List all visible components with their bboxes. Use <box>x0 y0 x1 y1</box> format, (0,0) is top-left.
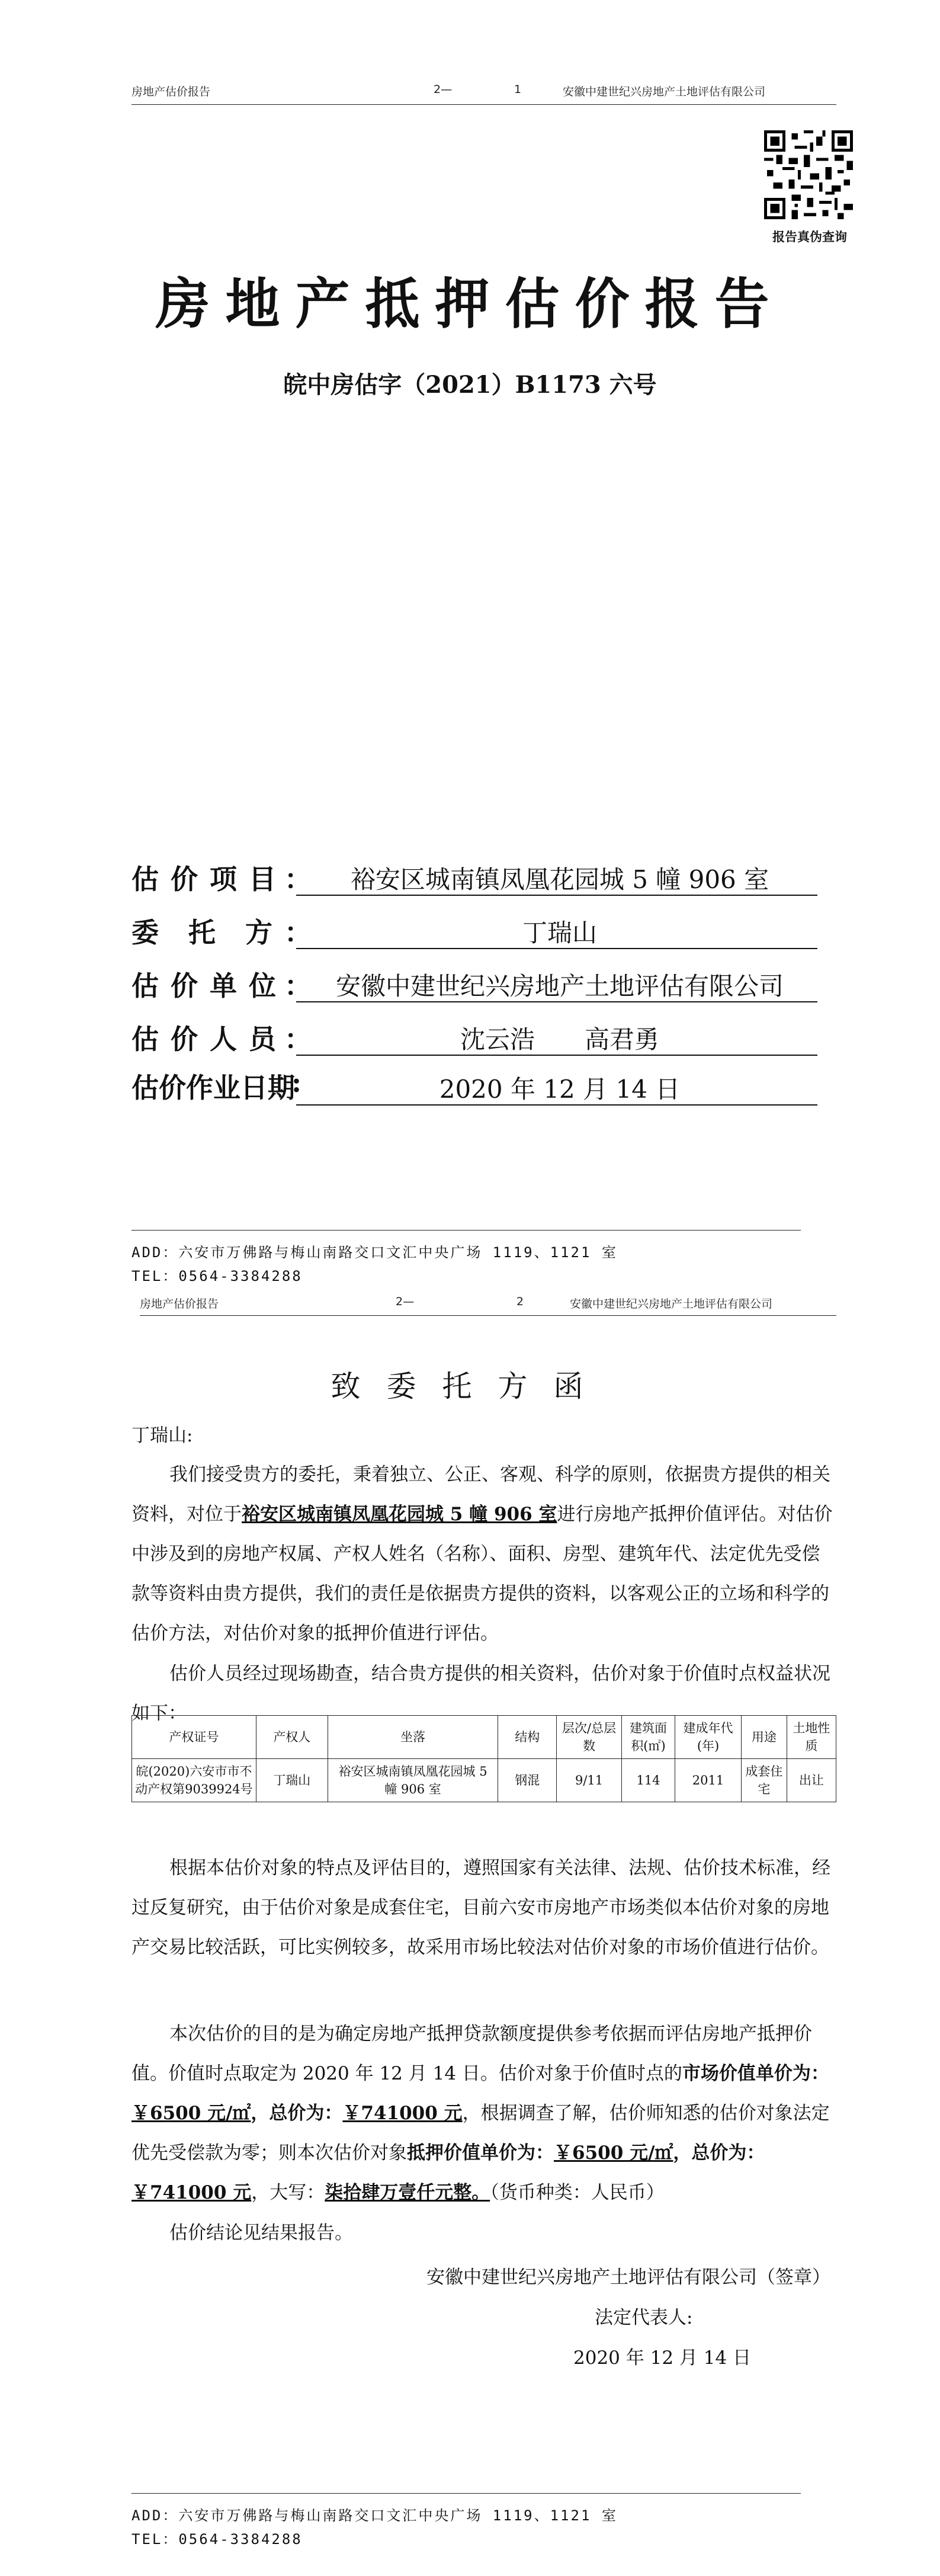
footer-address: ADD：六安市万佛路与梅山南路交口文汇中央广场 1119、1121 室 <box>131 1244 618 1261</box>
field-colon: : <box>291 1066 301 1098</box>
header-left: 房地产估价报告 <box>131 85 211 98</box>
field-label: 估 价 人 员 <box>131 1023 278 1055</box>
amount-in-words: 柒拾肆万壹仟元整。 <box>325 2182 490 2203</box>
table-header: 用途 <box>742 1716 787 1759</box>
footer-tel: TEL：0564-3384288 <box>131 2531 303 2548</box>
table-header-row <box>132 1716 836 1759</box>
footer-rule <box>131 1230 801 1231</box>
header-left: 房地产估价报告 <box>140 1297 219 1311</box>
mortgage-unit-label: 抵押价值单价为： <box>407 2142 554 2164</box>
table-header: 产权证号 <box>132 1716 256 1759</box>
field-underline <box>296 1001 817 1002</box>
field-underline <box>296 895 817 896</box>
table-cell: 2011 <box>675 1759 741 1802</box>
salutation: 丁瑞山: <box>131 1425 193 1446</box>
field-colon: ： <box>284 917 312 949</box>
header-right: 安徽中建世纪兴房地产土地评估有限公司 <box>570 1297 773 1311</box>
field-value: 裕安区城南镇凤凰花园城 5 幢 906 室 <box>350 865 769 894</box>
property-table <box>131 1715 836 1802</box>
table-cell: 钢混 <box>498 1759 557 1802</box>
field-underline <box>296 1055 817 1056</box>
field-value: 沈云浩 高君勇 <box>460 1025 659 1054</box>
table-cell: 成套住宅 <box>742 1759 787 1802</box>
table-cell: 丁瑞山 <box>256 1759 328 1802</box>
table-header: 坐落 <box>328 1716 498 1759</box>
market-unit-label: 市场价值单价为： <box>682 2063 829 2084</box>
paragraph-2: 估价人员经过现场勘查，结合贵方提供的相关资料，估价对象于价值时点权益状况如下： <box>131 1663 830 1724</box>
field-label: 估 价 项 目 <box>131 863 278 895</box>
table-cell: 9/11 <box>557 1759 622 1802</box>
document-number: 皖中房估字（2021）B1173 六号 <box>283 371 657 399</box>
report-title: 房地产抵押估价报告 <box>155 272 785 336</box>
paragraph-4-text-a: 本次估价的目的是为确定房地产抵押贷款额度提供参考依据而评估房地产抵押价值。价值时点取定为 2020 年 12 月 14 日。估价对象于价值时点的 <box>131 2023 812 2084</box>
market-total-label: ，总价为： <box>251 2103 343 2124</box>
table-cell: 114 <box>622 1759 675 1802</box>
paragraph-3: 根据本估价对象的特点及评估目的，遵照国家有关法律、法规、估价技术标准，经过反复研究，由于估价对象是成套住宅，目前六安市房地产市场类似本估价对象的房地产交易比较活跃，可比实例较多，故采用市场比较法对估价对象的市场价值进行估价。 <box>131 1857 830 1958</box>
currency-note: （货币种类：人民币） <box>490 2182 665 2203</box>
field-underline <box>296 948 817 949</box>
market-unit-price: ￥6500 元/㎡ <box>131 2103 251 2124</box>
table-header: 建筑面积(㎡) <box>622 1716 675 1759</box>
signature-representative: 法定代表人: <box>595 2307 693 2328</box>
header-page-b: 1 <box>514 83 522 96</box>
header-page-b: 2 <box>516 1295 524 1308</box>
table-cell: 出让 <box>787 1759 836 1802</box>
paragraph-1-text-a: 我们接受贵方的委托，秉着独立、公正、客观、科学的原则，依据贵方提供的相关资料，对位于 <box>131 1464 830 1525</box>
paragraph-5: 估价结论见结果报告。 <box>169 2222 353 2244</box>
table-header: 结构 <box>498 1716 557 1759</box>
signature-date: 2020 年 12 月 14 日 <box>573 2347 752 2369</box>
table-row <box>132 1759 836 1802</box>
header-page-a: 2— <box>396 1295 415 1308</box>
paragraph-1-text-b: 进行房地产抵押价值评估。对估价中涉及到的房地产权属、产权人姓名（名称）、面积、房型、建筑年代、法定优先受偿款等资料由贵方提供，我们的责任是依据贵方提供的资料，以客观公正的立场和科学的估价方法，对估价对象的抵押价值进行评估。 <box>131 1504 833 1644</box>
table-header: 建成年代(年) <box>675 1716 741 1759</box>
property-address: 裕安区城南镇凤凰花园城 5 幢 906 室 <box>242 1504 557 1525</box>
field-label: 委 托 方 <box>131 917 274 949</box>
field-colon: ： <box>284 863 312 895</box>
amount-words-label: ，大写： <box>251 2182 325 2203</box>
footer-tel: TEL：0564-3384288 <box>131 1268 303 1284</box>
signature-company: 安徽中建世纪兴房地产土地评估有限公司（签章） <box>426 2267 830 2288</box>
mortgage-total-price: ￥741000 元 <box>131 2182 252 2203</box>
table-header: 层次/总层数 <box>557 1716 622 1759</box>
field-colon: ： <box>284 970 312 1002</box>
paragraph-4-text-f: ，根据调查了解，估价师知悉的估价对象法定优先受偿款为零；则本次估价对象 <box>131 2103 830 2164</box>
field-value: 安徽中建世纪兴房地产土地评估有限公司 <box>335 972 784 1001</box>
field-label: 估价作业日期 <box>131 1072 295 1104</box>
table-header: 土地性质 <box>787 1716 836 1759</box>
header-rule <box>140 1315 836 1316</box>
table-cell: 裕安区城南镇凤凰花园城 5 幢 906 室 <box>328 1759 498 1802</box>
header-rule <box>131 104 836 105</box>
field-underline <box>296 1104 817 1106</box>
header-right: 安徽中建世纪兴房地产土地评估有限公司 <box>563 85 766 98</box>
paragraph-4 <box>131 2014 836 2213</box>
paragraph-1 <box>131 1455 836 1654</box>
market-total-price: ￥741000 元 <box>342 2103 463 2124</box>
field-colon: ： <box>284 1023 312 1055</box>
field-value: 2020 年 12 月 14 日 <box>439 1075 681 1104</box>
qr-code-icon[interactable] <box>764 130 853 219</box>
qr-caption: 报告真伪查询 <box>772 230 847 244</box>
letter-title: 致委托方函 <box>331 1369 609 1404</box>
table-cell: 皖(2020)六安市市不动产权第9039924号 <box>132 1759 256 1802</box>
field-value: 丁瑞山 <box>522 918 597 947</box>
footer-address: ADD：六安市万佛路与梅山南路交口文汇中央广场 1119、1121 室 <box>131 2507 618 2524</box>
mortgage-unit-price: ￥6500 元/㎡ <box>554 2142 673 2164</box>
field-label: 估 价 单 位 <box>131 970 278 1002</box>
footer-rule <box>131 2493 801 2494</box>
header-page-a: 2— <box>434 83 453 96</box>
table-header: 产权人 <box>256 1716 328 1759</box>
mortgage-total-label: ，总价为： <box>673 2142 765 2164</box>
